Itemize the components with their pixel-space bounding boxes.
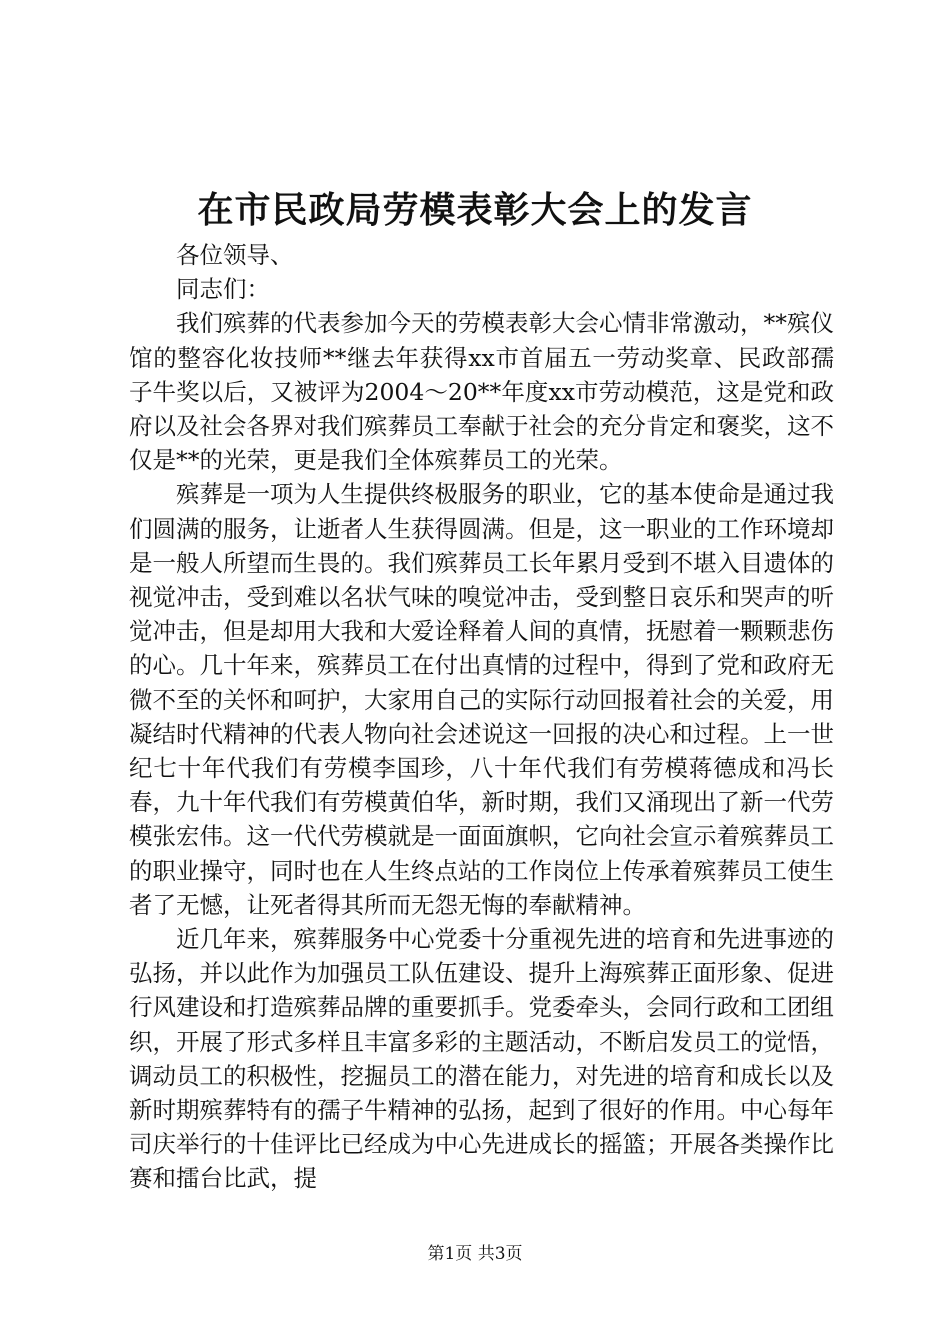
salutation-line: 各位领导、: [176, 241, 294, 269]
document-title: 在市民政局劳模表彰大会上的发言: [197, 189, 753, 231]
paragraph: 殡葬是一项为人生提供终极服务的职业，它的基本使命是通过我们圆满的服务，让逝者人生获得圆满。但是，这一职业的工作环境却是一般人所望而生畏的。我们殡葬员工长年累月受到不堪入目遗体的视觉冲击，受到难以名状气味的嗅觉冲击，受到整日哀乐和哭声的听觉冲击，但是却用大我和大爱诠释着人间的真情，抚慰着一颗颗悲伤的心。几十年来，殡葬员工在付出真情的过程中，得到了党和政府无微不至的关怀和呵护，大家用自己的实际行动回报着社会的关爱，用凝结时代精神的代表人物向社会述说这一回报的决心和过程。上一世纪七十年代我们有劳模李国珍，八十年代我们有劳模蒋德成和冯长春，九十年代我们有劳模黄伯华，新时期，我们又涌现出了新一代劳模张宏伟。这一代代劳模就是一面面旗帜，它向社会宣示着殡葬员工的职业操守，同时也在人生终点站的工作岗位上传承着殡葬员工使生者了无憾，让死者得其所而无怨无悔的奉献精神。: [129, 480, 834, 919]
paragraph: 我们殡葬的代表参加今天的劳模表彰大会心情非常激动，**殡仪馆的整容化妆技师**继去年获得xx市首届五一劳动奖章、民政部孺子牛奖以后，又被评为2004～20**年度xx市劳动模范，这是党和政府以及社会各界对我们殡葬员工奉献于社会的充分肯定和褒奖，这不仅是**的光荣，更是我们全体殡葬员工的光荣。: [129, 309, 834, 475]
page-number: 第1页 共3页: [427, 1244, 523, 1264]
salutation-line: 同志们：: [176, 275, 270, 304]
document-body: [129, 238, 834, 1196]
paragraph: 近几年来，殡葬服务中心党委十分重视先进的培育和先进事迹的弘扬，并以此作为加强员工队伍建设、提升上海殡葬正面形象、促进行风建设和打造殡葬品牌的重要抓手。党委牵头，会同行政和工团组织，开展了形式多样且丰富多彩的主题活动，不断启发员工的觉悟，调动员工的积极性，挖掘员工的潜在能力，对先进的培育和成长以及新时期殡葬特有的孺子牛精神的弘扬，起到了很好的作用。中心每年司庆举行的十佳评比已经成为中心先进成长的摇篮；开展各类操作比赛和擂台比武，提: [129, 925, 834, 1193]
